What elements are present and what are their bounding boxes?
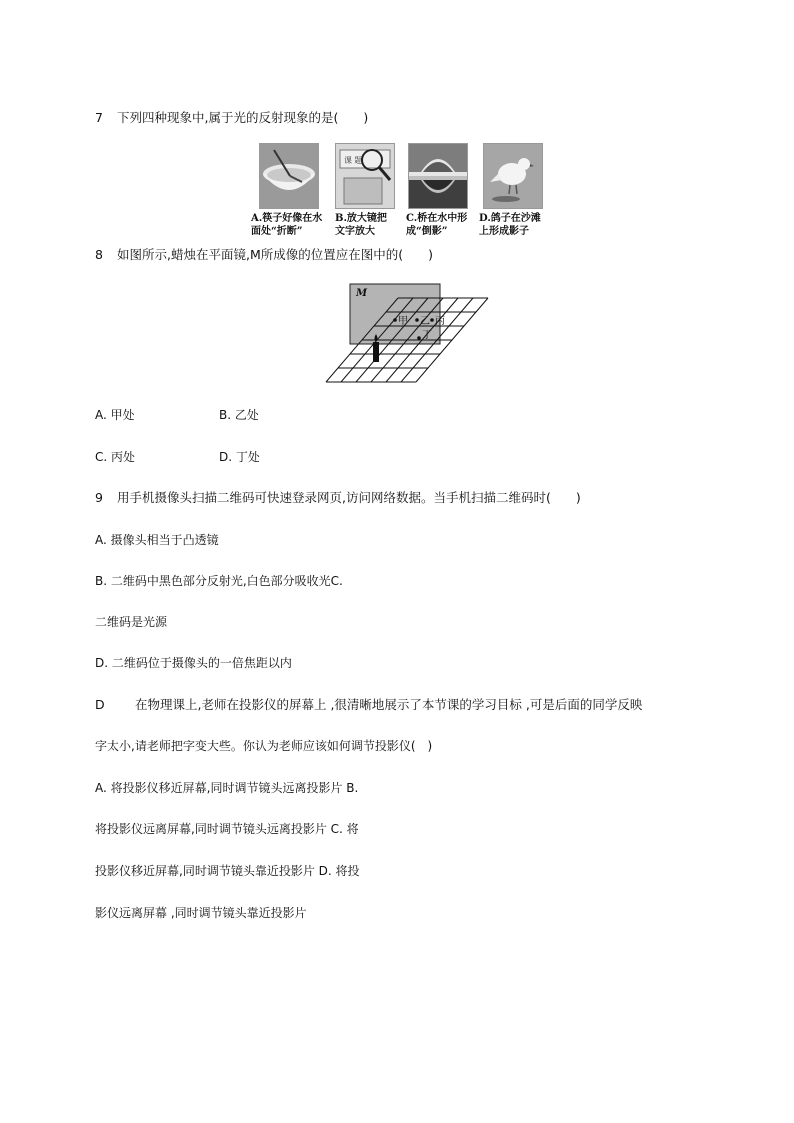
point-ding xyxy=(417,336,421,340)
q7-text: 下列四种现象中,属于光的反射现象的是( ) xyxy=(117,110,369,125)
q7-option-d xyxy=(479,212,541,238)
q7-option-b xyxy=(335,212,387,238)
q7-option-d-line2: 上形成影子 xyxy=(479,226,529,237)
q9-stem xyxy=(95,490,581,506)
q7-option-b-line1: B.放大镜把 xyxy=(335,213,387,224)
q8-text: 如图所示,蜡烛在平面镜,M所成像的位置应在图中的( ) xyxy=(117,247,433,262)
q7-option-a-line2: 面处“折断” xyxy=(251,226,303,237)
q9-line-4: D. 二维码位于摄像头的一倍焦距以内 xyxy=(95,656,292,670)
q8-option-c: C. 丙处 xyxy=(95,450,136,464)
q7-stem xyxy=(95,110,368,126)
q9-line-1: A. 摄像头相当于凸透镜 xyxy=(95,533,219,547)
q8-stem xyxy=(95,247,433,263)
q8-option-a: A. 甲处 xyxy=(95,408,135,422)
mirror-grid-diagram xyxy=(300,282,500,394)
mirror-grid-svg xyxy=(300,282,500,390)
pigeon-shadow-photo xyxy=(483,143,543,209)
point-label-yi: 乙 xyxy=(420,316,430,327)
q7-option-d-line1: D.鸽子在沙滩 xyxy=(479,213,541,224)
point-label-ding: 丁 xyxy=(422,330,432,341)
q10-line-2: A. 将投影仪移近屏幕,同时调节镜头远离投影片 B. xyxy=(95,781,359,795)
chopsticks-in-bowl-photo xyxy=(259,143,319,209)
q7-option-c xyxy=(406,212,467,238)
q7-option-b-line2: 文字放大 xyxy=(335,226,375,237)
q7-option-c-line1: C.桥在水中形 xyxy=(406,213,468,224)
svg-text:课 题: 课 题 xyxy=(344,156,363,165)
q10-line-4: 投影仪移近屏幕,同时调节镜头靠近投影片 D. 将投 xyxy=(95,864,360,878)
q8-option-b: B. 乙处 xyxy=(219,408,259,422)
q7-option-a xyxy=(251,212,322,238)
point-yi xyxy=(415,318,419,322)
point-jia xyxy=(393,318,397,322)
q9-number: 9 xyxy=(95,490,103,505)
q7-option-c-line2: 成“倒影” xyxy=(406,226,448,237)
q10-line-3: 将投影仪远离屏幕,同时调节镜头远离投影片 C. 将 xyxy=(95,822,359,836)
q9-line-3: 二维码是光源 xyxy=(95,615,168,629)
q7-number: 7 xyxy=(95,110,103,125)
q10-line-5: 影仪远离屏幕 ,同时调节镜头靠近投影片 xyxy=(95,906,307,920)
mirror-label: M xyxy=(356,288,368,299)
point-label-bing: 丙 xyxy=(435,316,445,327)
bridge-reflection-photo xyxy=(408,143,468,209)
q8-number: 8 xyxy=(95,247,103,262)
q10-text: 在物理课上,老师在投影仪的屏幕上 ,很清晰地展示了本节课的学习目标 ,可是后面的同学反映 xyxy=(135,697,643,712)
q10-line-1: 字太小,请老师把字变大些。你认为老师应该如何调节投影仪( ) xyxy=(95,739,433,753)
magnifier-text-photo xyxy=(335,143,395,209)
point-label-jia: 甲 xyxy=(398,316,408,327)
q10-stem xyxy=(95,697,642,713)
q7-option-a-line1: A.筷子好像在水 xyxy=(251,213,323,224)
q8-option-d: D. 丁处 xyxy=(219,450,260,464)
q9-line-2: B. 二维码中黑色部分反射光,白色部分吸收光C. xyxy=(95,574,343,588)
point-bing xyxy=(430,318,434,322)
q10-number: D xyxy=(95,697,105,712)
q9-text: 用手机摄像头扫描二维码可快速登录网页,访问网络数据。当手机扫描二维码时( ) xyxy=(117,490,581,505)
